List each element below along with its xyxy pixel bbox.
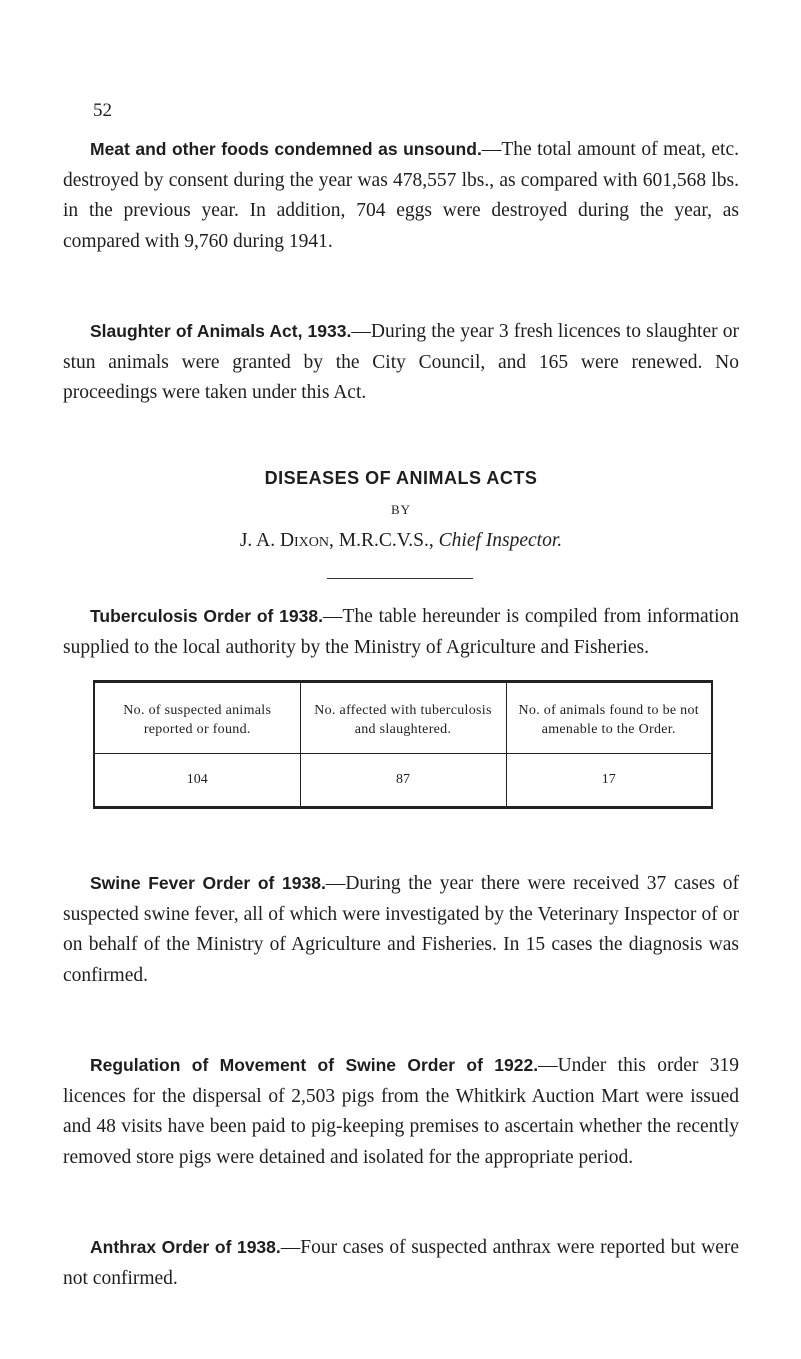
tuberculosis-table (93, 680, 713, 809)
paragraph-anthrax (63, 1232, 739, 1294)
paragraph-body: —Under this order 319 licences for the dispersal of 2,503 pigs from the Whitkirk Auction Mart were issued and 48 visits have been paid to pig-keeping premises to ascertain whether the recently removed store pigs were detained and isolated for the appropriate period. (63, 1055, 739, 1168)
paragraph-body: —The total amount of meat, etc. destroyed by consent during the year was 478,557 lbs., as compared with 601,568 lbs. in the previous year. In addition, 704 eggs were destroyed during the year, as compared with 9,760 during 1941. (63, 139, 739, 252)
table-cell-affected: 87 (300, 754, 506, 808)
author-line (63, 530, 739, 552)
paragraph-tuberculosis-order (63, 601, 739, 663)
table-row (94, 754, 712, 808)
paragraph-heading: Anthrax Order of 1938. (90, 1237, 281, 1257)
table-header-row (94, 682, 712, 754)
paragraph-heading: Regulation of Movement of Swine Order of 1922. (90, 1055, 539, 1075)
table-cell-not-amenable: 17 (601, 772, 616, 787)
author-name: J. A. Dixon, M.R.C.V.S., (239, 530, 434, 551)
paragraph-body: —During the year 3 fresh licences to slaughter or stun animals were granted by the City Council, and 165 were renewed. No proceedings were taken under this Act. (63, 321, 739, 403)
paragraph-body: —During the year there were received 37 cases of suspected swine fever, all of which were investigated by the Veterinary Inspector of or on behalf of the Ministry of Agriculture and Fisheries. In 15 cases the diagnosis was confirmed. (63, 873, 739, 986)
paragraph-body: —The table hereunder is compiled from information supplied to the local authority by the Ministry of Agriculture and Fisheries. (63, 606, 740, 658)
page-number: 52 (93, 100, 112, 121)
table-header-not-amenable: No. of animals found to be not amenable to the Order. (506, 682, 712, 754)
paragraph-swine-movement (63, 1050, 739, 1173)
table-cell-suspected: 104 (94, 754, 300, 808)
author-role: Chief Inspector. (438, 530, 563, 551)
section-title: DISEASES OF ANIMALS ACTS (264, 468, 538, 488)
paragraph-swine-fever (63, 868, 739, 991)
table-header-suspected: No. of suspected animals reported or found. (94, 682, 300, 754)
table-header-affected: No. affected with tuberculosis and slaughtered. (300, 682, 506, 754)
paragraph-meat-condemned (63, 134, 739, 257)
paragraph-heading: Swine Fever Order of 1938. (90, 873, 326, 893)
paragraph-slaughter-act (63, 316, 739, 409)
by-line: BY (390, 502, 412, 517)
paragraph-heading: Meat and other foods condemned as unsound. (90, 139, 482, 159)
section-divider (327, 578, 473, 579)
paragraph-heading: Tuberculosis Order of 1938. (90, 606, 323, 626)
paragraph-heading: Slaughter of Animals Act, 1933. (90, 321, 352, 341)
paragraph-body: —Four cases of suspected anthrax were reported but were not confirmed. (63, 1237, 739, 1289)
